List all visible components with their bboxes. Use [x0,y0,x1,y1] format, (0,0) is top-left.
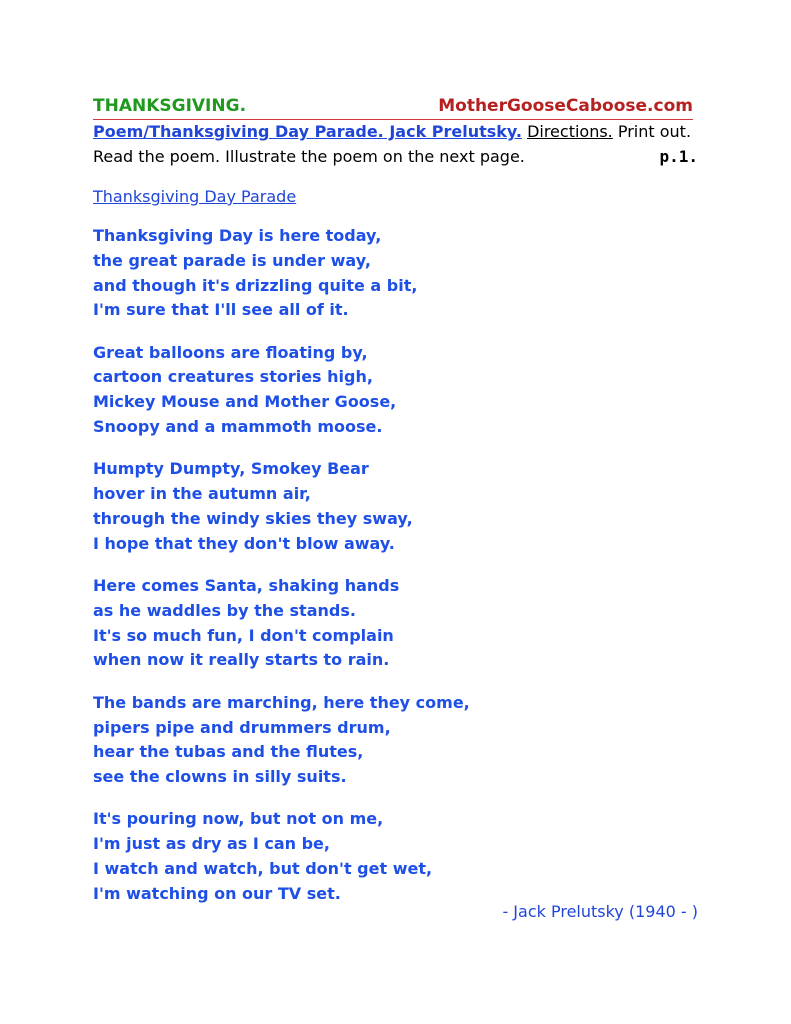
stanza [93,341,693,440]
poem-line: I'm just as dry as I can be, [93,834,330,854]
header-row [93,95,693,120]
poem-body [93,224,693,924]
poem-line: through the windy skies they sway, [93,508,413,528]
poem-line: Humpty Dumpty, Smokey Bear [93,459,369,479]
poem-line: Here comes Santa, shaking hands [93,576,400,596]
directions-text: Print out. [617,122,692,141]
poem-line: hover in the autumn air, [93,484,311,504]
poem-title: Thanksgiving Day Parade [93,187,297,206]
poem-line: It's pouring now, but not on me, [93,809,384,829]
poem-reference: Poem/Thanksgiving Day Parade. Jack Prelutsky. [93,122,522,141]
page-number: p.1. [659,147,698,166]
poem-line: cartoon creatures stories high, [93,367,373,387]
poem-line: pipers pipe and drummers drum, [93,717,391,737]
directions-label: Directions. [527,122,613,141]
site-name: MotherGooseCaboose.com [438,96,693,116]
instructions-text: Read the poem. Illustrate the poem on the next page. [93,147,525,166]
poem-line: the great parade is under way, [93,250,371,270]
poem-line: I'm sure that I'll see all of it. [93,300,349,320]
instructions-line-1 [93,121,698,143]
poem-line: It's so much fun, I don't complain [93,625,394,645]
stanza [93,691,693,790]
stanza [93,807,693,906]
stanza [93,574,693,673]
stanza [93,224,693,323]
poem-line: I watch and watch, but don't get wet, [93,859,433,879]
poem-line: hear the tubas and the flutes, [93,742,364,762]
poem-line: I'm watching on our TV set. [93,883,341,903]
poem-line: Thanksgiving Day is here today, [93,226,382,245]
stanza [93,457,693,556]
poem-attribution: - Jack Prelutsky (1940 - ) [502,902,698,921]
document-title: THANKSGIVING. [93,96,247,116]
poem-line: Snoopy and a mammoth moose. [93,417,383,437]
poem-line: when now it really starts to rain. [93,650,390,670]
instructions-line-2 [93,146,698,168]
poem-line: The bands are marching, here they come, [93,692,470,712]
poem-line: and though it's drizzling quite a bit, [93,275,418,295]
poem-line: I hope that they don't blow away. [93,533,395,553]
poem-line: Mickey Mouse and Mother Goose, [93,392,397,412]
poem-line: as he waddles by the stands. [93,600,356,620]
poem-line: see the clowns in silly suits. [93,767,347,787]
poem-line: Great balloons are floating by, [93,342,368,362]
